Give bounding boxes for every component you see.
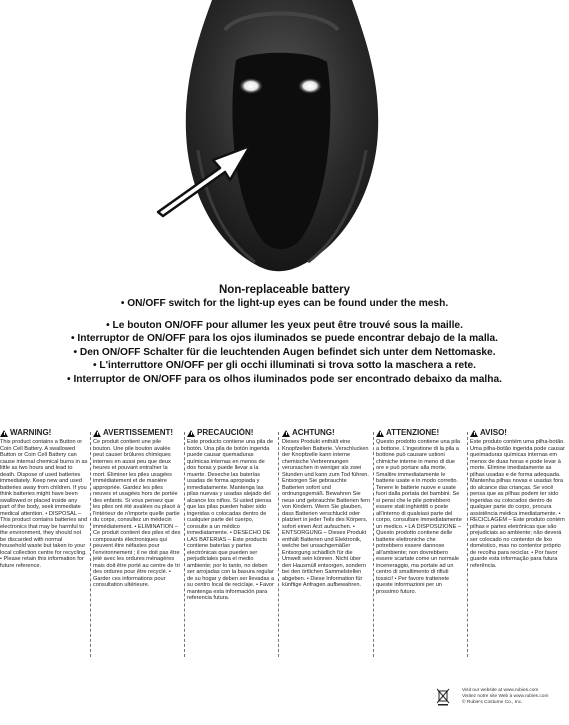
battery-line-pt: • Interruptor de ON/OFF para os olhos iluminados pode ser encontrado debaixo da malha.	[67, 373, 502, 385]
warning-body: Este produto contém uma pilha-botão. Uma pilha-botão ingerida pode causar queimaduras químicas internas em menos de duas horas e pode levar à morte. Elimine imediatamente as pilhas usadas e de forma adequada. Mantenha pilhas novas e usadas fora do alcance das crianças. Se você pensa que as pilhas podem ter sido ingeridas ou colocados dentro de qualquer parte do corpo, procura assistência médica imediatamente. • RECICLAGEM – Este produto contém pilhas e partes eletrônicas que são prejudiciais ao ambiente; não deverá ser colocado no contentor de lixo doméstico, mas no contentor próprio de recolha para reciclar. • Por favor guarde esta informação para futura referência.	[470, 439, 565, 569]
column-divider	[373, 432, 374, 657]
warning-triangle-icon	[93, 430, 101, 437]
warnings-section	[0, 428, 569, 668]
warning-triangle-icon	[0, 430, 8, 437]
warning-heading: WARNING!	[10, 428, 52, 437]
footer-website-en: Visit our website at www.rubies.com	[462, 688, 539, 693]
warning-column-de	[282, 428, 370, 589]
warning-column-es	[187, 428, 275, 602]
footer-website-fr: Visitez notre site Web à www.rubies.com	[462, 694, 549, 699]
warning-body: Dieses Produkt enthält eine Knopfzellen Batterie. Verschlucken der Knopfzelle kann interne chemische Verbrennungen verursachen in weniger als zwei Stunden und kann zum Tod führen. Entsorgen Sie gebrauchte Batterien sofort und ordnungsgemäß. Bewahren Sie neue und gebrauchte Batterien fern von Kindern. Wenn Sie glauben, dass Batterien verschluckt oder platziert in jeder Teils des Körpers, sofort einen Arzt aufsuchen. • ENTSORGUNG – Dieses Produkt enthält Batterien und Elektronik, welche bei unsachgemäßer Entsorgung schädlich für die Umwelt sein können. Nicht über den Hausmüll entsorgen, sondern bei den örtlichen Sammelstellen abgeben. • Diese Information für künftige Anfragen aufbewahren.	[282, 439, 370, 588]
warning-triangle-icon	[470, 430, 478, 437]
warning-heading: ATTENZIONE!	[386, 428, 440, 437]
column-divider	[90, 432, 91, 657]
battery-line-de: • Den ON/OFF Schalter für die leuchtenden Augen befindet sich unter dem Nettomaske.	[73, 346, 496, 358]
right-eye-light	[298, 78, 322, 94]
column-divider	[278, 432, 279, 657]
left-eye-light	[239, 78, 263, 94]
warning-column-pt	[470, 428, 566, 569]
crossed-out-bin-icon	[436, 688, 450, 706]
battery-line-it: • L'interruttore ON/OFF per gli occhi illuminati si trova sotto la maschera a rete.	[92, 360, 476, 372]
warning-column-en	[0, 428, 88, 569]
warning-heading: PRECAUCIÓN!	[197, 428, 254, 437]
warning-body: Questo prodotto contiene una pila a bottone. L'ingestione di la pila a bottone può causare ustioni chimiche interne in meno di due ore e può portare alla morte. Smaltire immediatamente le batterie usate e in modo corretto. Tenere le batterie nuove e usate fuori dalla portata dei bambini. Se si pensi che le pile potrebbero essere stati inghiottiti o poste all'interno di qualsiasi parte del corpo, consultare immediatamente un medico. • LA DISPOSIZIONE – Questo prodotto contiene delle batterie elettroniche che potrebbero essere dannose all'ambiente; non dovrebbero essere scartate come un normale inceneraggio, ma portate ad un centro di smaltimento di rifiuti tossici! • Per favore trattenete queste informazioni per un prossimo futuro.	[376, 439, 462, 595]
warning-heading: ACHTUNG!	[292, 428, 335, 437]
warning-column-it	[376, 428, 464, 595]
warning-triangle-icon	[187, 430, 195, 437]
footer-copyright: © Rubie's Costume Co., Inc.	[462, 700, 523, 705]
battery-notice	[0, 283, 569, 387]
hooded-mask	[186, 0, 378, 271]
product-illustration	[0, 0, 569, 280]
warning-body: Este producto contiene una pila de botón. Una pila de botón ingerida puede causar quemaduras químicas internas en menos de dos horas y puede llevar a la muerte. Deseche las baterías usadas de forma apropiada y inmediatamente. Mantenga las pilas nuevas y usadas alejado del alcance los niños. Si usted piensa que las pilas pueden haber sido ingeridas o colocadas dentro de cualquier parte del cuerpo, consulte a un médico inmediatamente. • DESECHO DE LAS BATERIAS – Este producto contiene baterías y partes electrónicas que pueden ser perjudiciales para el medio ambiente; por lo tanto, no deben ser arrojadas con la basura regular de su hogar y deben ser llevadas a su centro local de reciclaje. • Favor mantenga esta información para referencia futura.	[187, 439, 275, 601]
battery-line-fr: • Le bouton ON/OFF pour allumer les yeux peut être trouvé sous la maille.	[106, 319, 463, 331]
warning-triangle-icon	[282, 430, 290, 437]
warning-triangle-icon	[376, 430, 384, 437]
warning-body: Ce produit contient une pile bouton. Une pile bouton avalée peut causer brûlures chimiques internes en aussi peu que deux heures et pouvant entraîner la mort. Éliminer les piles usagées immédiatement et de manière appropriée. Gardez les piles neuves et usagées hors de portée des enfants. Si vous pensez que les piles ont été avalées ou placé à l'intérieur de n'importe quelle partie du corps, consultez un médecin immédiatement. • ELIMINATION – Ce produit contient des piles et des composants électroniques qui peuvent être néfastes pour l'environnement ; il ne doit pas être jeté avec les ordures ménagères mais doit être porté au centre de tri des ordures pour être recyclé. • Garder ces informations pour consultation ultérieure.	[93, 439, 181, 588]
warning-heading: AVERTISSEMENT!	[103, 428, 174, 437]
column-divider	[467, 432, 468, 657]
battery-line-es: • Interruptor de ON/OFF para los ojos iluminados se puede encontrar debajo de la malla.	[71, 333, 498, 345]
battery-title: Non-replaceable battery	[218, 284, 350, 296]
battery-line-en: • ON/OFF switch for the light-up eyes can be found under the mesh.	[120, 298, 449, 309]
warning-heading: AVISO!	[480, 428, 507, 437]
warning-body: This product contains a Button or Coin Cell Battery. A swallowed Button or Coin Cell Battery can cause internal chemical burns in as little as two hours and lead to death. Dispose of used batteries immediately. Keep new and used batteries away from children. If you think batteries might have been swallowed or placed inside any part of the body, seek immediate medical attention. • DISPOSAL – This product contains batteries and electronics that may be harmful to the environment, they should not be discarded with normal household waste but taken to your local collection centre for recycling. • Please retain this information for future reference.	[0, 439, 88, 569]
column-divider	[184, 432, 185, 657]
warning-column-fr	[93, 428, 181, 589]
